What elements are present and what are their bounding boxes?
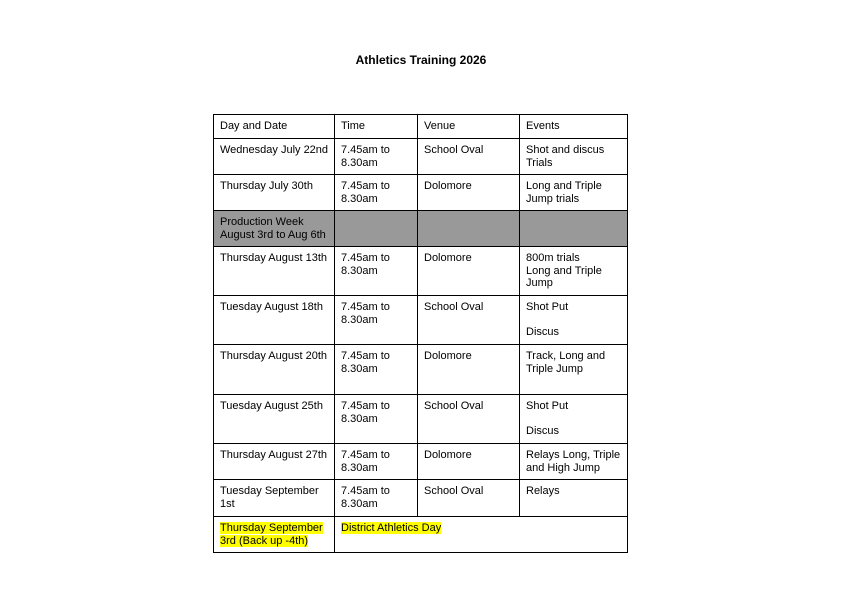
date-cell: Tuesday August 18th <box>214 296 335 345</box>
table-row <box>214 247 628 296</box>
event-line: Relays <box>526 485 560 497</box>
time-end: 8.30am <box>341 313 378 326</box>
event-span-cell <box>335 517 628 553</box>
event-line: Shot and discus <box>526 144 605 156</box>
time-start: 7.45am to <box>341 252 390 264</box>
venue-cell: Dolomore <box>418 175 520 211</box>
event-line: Discus <box>526 425 560 438</box>
highlighted-date <box>220 522 323 547</box>
event-line: Long and Triple <box>526 264 602 277</box>
event-line: Shot Put <box>526 400 569 412</box>
events-cell <box>520 175 628 211</box>
event-line: Jump trials <box>526 192 580 205</box>
column-header-events: Events <box>520 115 628 139</box>
time-start: 7.45am to <box>341 400 390 412</box>
time-cell <box>335 296 418 345</box>
time-start: 7.45am to <box>341 485 390 497</box>
date-line: 3rd (Back up -4th) <box>220 534 309 547</box>
training-schedule-table <box>213 114 628 553</box>
column-header-venue: Venue <box>418 115 520 139</box>
date-line: August 3rd to Aug 6th <box>220 228 326 241</box>
time-cell <box>335 395 418 444</box>
time-end: 8.30am <box>341 497 378 510</box>
table-row <box>214 480 628 517</box>
events-cell <box>520 296 628 345</box>
date-line: Thursday September <box>220 522 323 534</box>
district-athletics-day-row <box>214 517 628 553</box>
date-cell <box>214 517 335 553</box>
events-cell <box>520 444 628 480</box>
venue-cell: School Oval <box>418 296 520 345</box>
venue-cell: School Oval <box>418 139 520 175</box>
event-line: Relays Long, Triple <box>526 449 621 461</box>
events-cell <box>520 139 628 175</box>
table-row <box>214 139 628 175</box>
event-line: 800m trials <box>526 252 580 264</box>
events-cell <box>520 480 628 517</box>
table-row <box>214 175 628 211</box>
venue-cell: Dolomore <box>418 247 520 296</box>
time-start: 7.45am to <box>341 350 390 362</box>
table-row <box>214 345 628 395</box>
production-week-row <box>214 211 628 247</box>
date-cell <box>214 480 335 517</box>
date-line: 1st <box>220 497 235 510</box>
blank-line <box>526 413 622 426</box>
time-cell <box>335 444 418 480</box>
column-header-day-date: Day and Date <box>214 115 335 139</box>
time-end: 8.30am <box>341 461 378 474</box>
blank-line <box>526 314 622 327</box>
date-cell: Thursday August 27th <box>214 444 335 480</box>
time-start: 7.45am to <box>341 449 390 461</box>
events-cell <box>520 395 628 444</box>
time-cell <box>335 480 418 517</box>
time-start: 7.45am to <box>341 180 390 192</box>
event-line: Track, Long and <box>526 350 606 362</box>
highlighted-event: District Athletics Day <box>341 522 442 534</box>
venue-cell: School Oval <box>418 395 520 444</box>
table-row <box>214 444 628 480</box>
event-line: Shot Put <box>526 301 569 313</box>
date-cell: Thursday August 13th <box>214 247 335 296</box>
venue-cell: Dolomore <box>418 444 520 480</box>
date-cell: Thursday July 30th <box>214 175 335 211</box>
date-cell <box>214 211 335 247</box>
event-line: Jump <box>526 277 553 290</box>
time-cell <box>335 345 418 395</box>
time-end: 8.30am <box>341 192 378 205</box>
time-start: 7.45am to <box>341 144 390 156</box>
event-line: and High Jump <box>526 461 600 474</box>
event-line: Discus <box>526 326 560 339</box>
time-cell <box>335 211 418 247</box>
events-cell <box>520 345 628 395</box>
time-cell <box>335 139 418 175</box>
time-end: 8.30am <box>341 264 378 277</box>
time-cell <box>335 247 418 296</box>
event-line: Trials <box>526 156 553 169</box>
time-end: 8.30am <box>341 156 378 169</box>
column-header-time: Time <box>335 115 418 139</box>
date-line: Tuesday September <box>220 485 319 497</box>
event-line: Triple Jump <box>526 362 584 375</box>
venue-cell: School Oval <box>418 480 520 517</box>
table-row <box>214 296 628 345</box>
date-cell: Thursday August 20th <box>214 345 335 395</box>
table-row <box>214 395 628 444</box>
date-cell: Tuesday August 25th <box>214 395 335 444</box>
time-cell <box>335 175 418 211</box>
date-line: Production Week <box>220 216 304 228</box>
date-cell: Wednesday July 22nd <box>214 139 335 175</box>
events-cell <box>520 247 628 296</box>
events-cell <box>520 211 628 247</box>
time-end: 8.30am <box>341 412 378 425</box>
table-header-row <box>214 115 628 139</box>
venue-cell: Dolomore <box>418 345 520 395</box>
venue-cell <box>418 211 520 247</box>
page-title: Athletics Training 2026 <box>355 53 487 67</box>
event-line: Long and Triple <box>526 180 602 192</box>
time-start: 7.45am to <box>341 301 390 313</box>
time-end: 8.30am <box>341 362 378 375</box>
